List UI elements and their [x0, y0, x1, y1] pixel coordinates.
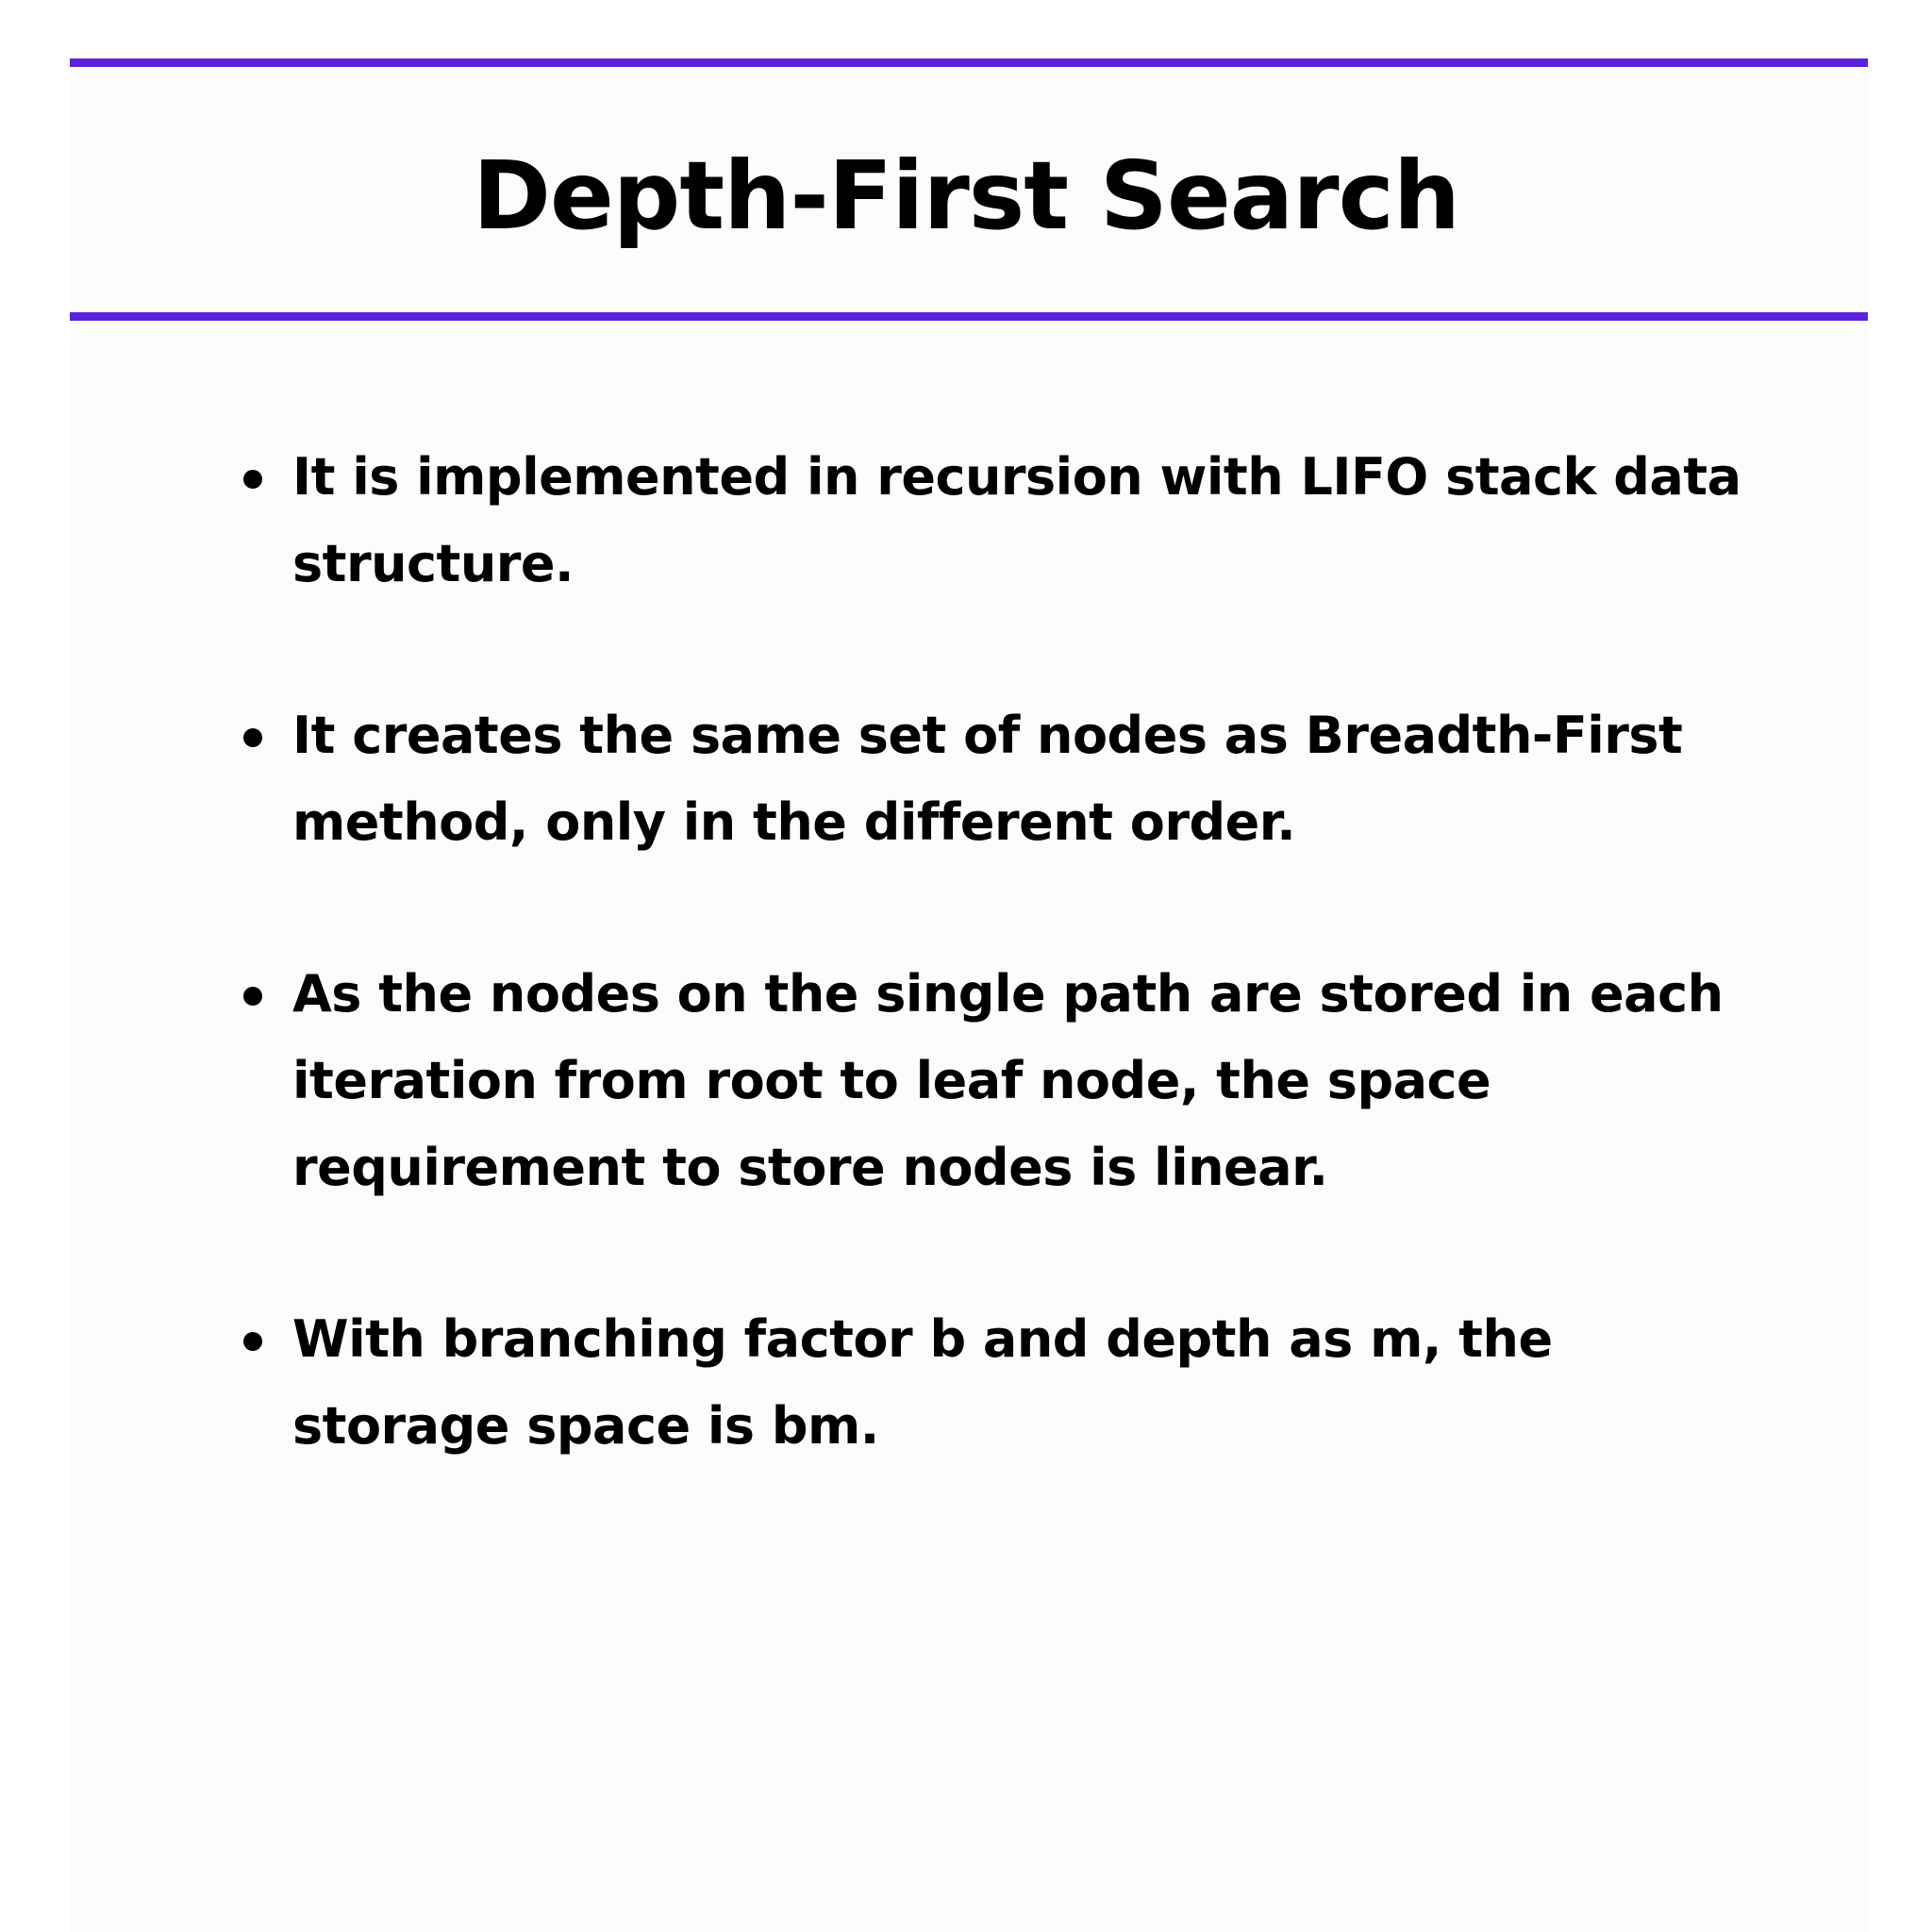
bullet-item	[236, 434, 1755, 608]
slide-title: Depth-First Search	[472, 141, 1460, 251]
bullet-item	[236, 692, 1755, 866]
bullet-text: As the nodes on the single path are stored in each iteration from root to leaf node, the space requirement to store nodes is linear.	[292, 964, 1724, 1197]
bullet-item	[236, 1296, 1755, 1470]
bullet-dot-icon	[243, 728, 262, 747]
bullet-list	[236, 434, 1755, 1555]
bullet-dot-icon	[243, 1332, 262, 1351]
top-divider	[70, 58, 1868, 67]
bullet-dot-icon	[243, 470, 262, 489]
bullet-text: It is implemented in recursion with LIFO stack data structure.	[292, 447, 1741, 593]
bullet-text: With branching factor b and depth as m, the storage space is bm.	[292, 1309, 1553, 1456]
bullet-text: It creates the same set of nodes as Breadth-First method, only in the different order.	[292, 706, 1683, 852]
bullet-dot-icon	[243, 987, 262, 1006]
bullet-item	[236, 951, 1755, 1211]
bottom-divider	[70, 312, 1868, 321]
